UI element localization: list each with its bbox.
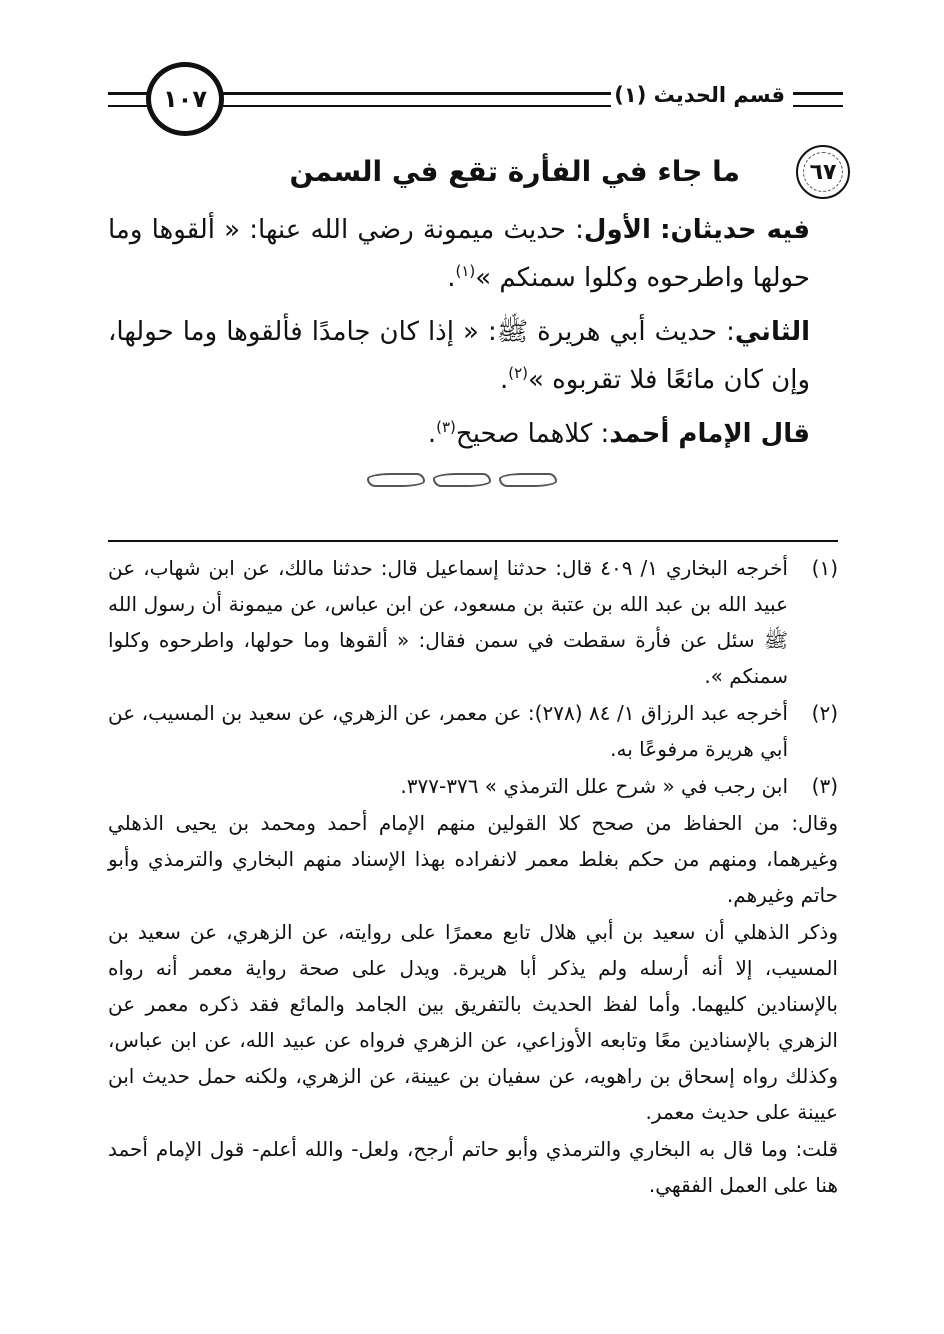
page-number-badge (146, 62, 224, 136)
paragraph-first-hadith (108, 206, 838, 302)
page-header (108, 58, 843, 138)
chapter-heading (290, 145, 850, 199)
lead-phrase: فيه حديثان: (660, 215, 810, 245)
period: . (427, 419, 437, 449)
footnote-text: أخرجه عبد الرزاق ١/ ٨٤ (٢٧٨): عن معمر، عن الزهري، عن سعيد بن المسيب، عن أبي هريرة مرفوعًا به. (108, 701, 788, 761)
footnote-text: أخرجه البخاري ١/ ٤٠٩ قال: حدثنا إسماعيل قال: حدثنا مالك، عن ابن شهاب، عن عبيد الله بن عبد الله بن عتبة بن مسعود، عن ابن عباس، عن ميمونة أن رسول الله ﷺ سئل عن فأرة سقطت في سمن فقال: « ألقوها وما حولها، واطرحوه وكلوا سمنكم ». (108, 556, 788, 688)
period: . (447, 263, 456, 293)
main-text (108, 206, 838, 458)
footnote-ref-3: (٣) (436, 418, 456, 436)
footnote-separator (108, 540, 838, 542)
ornament-flourish (433, 473, 491, 487)
page-number: ١٠٧ (163, 85, 207, 113)
ahmad-label: قال الإمام أحمد (609, 419, 810, 449)
footnote-item (108, 550, 838, 694)
footnote-number: (٢) (811, 701, 838, 725)
ornament-flourish (367, 473, 425, 487)
header-rule-left (108, 92, 148, 107)
footnote-item (108, 768, 838, 804)
footnotes (108, 550, 838, 1204)
paragraph-ahmad-verdict (108, 410, 838, 458)
section-ornament (352, 468, 572, 492)
header-rule-right (793, 92, 843, 107)
first-hadith-text: : حديث ميمونة رضي الله عنها: « ألقوها وما حولها واطرحوه وكلوا سمنكم » (108, 215, 810, 293)
footnote-continuation-paragraph: وذكر الذهلي أن سعيد بن أبي هلال تابع معمرًا على روايته، عن الزهري، عن سعيد بن المسيب، إلا أنه أرسله ولم يذكر أبا هريرة. ويدل على صحة رواية معمر أنه رواه بالإسنادين كليهما. وأما لفظ الحديث بالتفريق بين الجامد والمائع فقد ذكره معمر عن الزهري بالإسنادين معًا وتابعه الأوزاعي، عن الزهري فرواه عن عبيد الله، عن ابن عباس، وكذلك رواه إسحاق بن راهويه، عن سفيان بن عيينة، عن الزهري، ولكنه حمل حديث ابن عيينة على حديث معمر. (108, 920, 838, 1124)
footnote-continuation-paragraph: وقال: من الحفاظ من صحح كلا القولين منهم الإمام أحمد ومحمد بن يحيى الذهلي وغيرهما، ومنهم من حكم بغلط معمر لانفراده بهذا الإسناد منهم البخاري والترمذي وأبو حاتم وغيرهم. (108, 811, 838, 907)
second-hadith-text: : حديث أبي هريرة ﷺ: « إذا كان جامدًا فألقوها وما حولها، وإن كان مائعًا فلا تقربوه » (108, 317, 810, 395)
header-rule-middle (218, 92, 611, 107)
ornament-flourish (499, 473, 557, 487)
footnote-number: (٣) (811, 774, 838, 798)
footnote-continuation-paragraph: قلت: وما قال به البخاري والترمذي وأبو حاتم أرجح، ولعل- والله أعلم- قول الإمام أحمد هنا على العمل الفقهي. (108, 1137, 838, 1197)
chapter-title: ما جاء في الفأرة تقع في السمن (289, 155, 740, 188)
chapter-number-medallion (796, 145, 850, 199)
footnote-item (108, 695, 838, 767)
chapter-number: ٦٧ (809, 159, 837, 185)
paragraph-second-hadith (108, 308, 838, 404)
first-label: الأول (583, 215, 651, 245)
running-title: قسم الحديث (١) (614, 83, 785, 107)
footnote-ref-1: (١) (455, 262, 476, 280)
second-label: الثاني (734, 317, 810, 347)
footnote-text: ابن رجب في « شرح علل الترمذي » ٣٧٦-٣٧٧. (400, 774, 788, 798)
footnote-number: (١) (811, 556, 838, 580)
period: . (499, 365, 509, 395)
footnote-ref-2: (٢) (508, 364, 528, 382)
ahmad-verdict-text: : كلاهما صحيح (455, 419, 610, 449)
